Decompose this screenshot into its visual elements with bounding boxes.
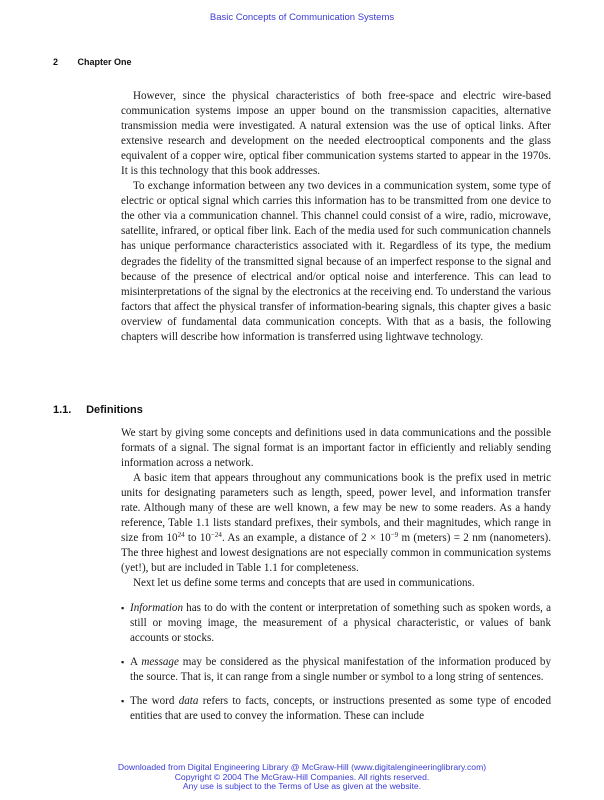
list-item — [121, 655, 551, 685]
exponent-minus-24: −24 — [210, 531, 222, 540]
list-item-term: message — [141, 655, 179, 668]
prefix-text-c: . As an example, a distance of 2 × 10 — [221, 532, 391, 545]
prefix-text-a: A basic item that appears throughout any communications book is the prefix used in metric units for designating parameters such as length, speed, power level, and information transfer rate. Although many of these are well known, a few may be new to some readers. As a handy reference, Table 1.1 lists standard prefixes, their symbols, and their magnitudes, which range in size from 10 — [121, 472, 551, 545]
list-item-text: has to do with the content or interpretation of something such as spoken words, a still or moving image, the measurement of a physical characteristic, or values of bank accounts or stocks. — [130, 601, 551, 644]
footer-terms-link[interactable]: Any use is subject to the Terms of Use as given at the website. — [182, 781, 422, 792]
list-item-term: data — [178, 694, 199, 707]
footer-notice — [0, 763, 604, 792]
bullet-square-icon: ▪ — [121, 656, 125, 667]
top-banner-title[interactable]: Basic Concepts of Communication Systems — [209, 12, 395, 23]
intro-paragraph-2: To exchange information between any two devices in a communication system, some type of electric or optical signal which carries this information has to be transmitted from one device to the other via a communication channel. This channel could consist of a wire, radio, microwave, satellite, infrared, or optical fiber link. Each of the media used for such communication channels has unique performance characteristics associated with it. Regardless of its type, the medium degrades the fidelity of the transmitted signal because of an imperfect response to the signal and because of the presence of electrical and/or optical noise and interference. This can lead to misinterpretations of the signal by the electronics at the receiving end. To understand the various factors that affect the physical transfer of information-bearing signals, this chapter gives a basic overview of fundamental data communication concepts. With that as a basis, the following chapters will describe how information is transferred using lightwave technology. — [121, 180, 551, 343]
list-item-pre: A — [130, 655, 142, 668]
exponent-24: 24 — [177, 531, 185, 540]
bullet-square-icon: ▪ — [121, 602, 125, 613]
section-title: Definitions — [86, 404, 143, 416]
chapter-label: Chapter One — [77, 57, 132, 67]
section-heading — [53, 404, 143, 416]
page-number: 2 — [53, 57, 59, 67]
exponent-minus-9: −9 — [390, 531, 399, 540]
section-number: 1.1. — [53, 404, 72, 416]
definitions-paragraph-3: Next let us define some terms and concepts that are used in communications. — [133, 577, 475, 590]
list-item-text: refers to facts, concepts, or instructions presented as some type of encoded entities that are used to convey the information. These can include — [130, 694, 551, 722]
intro-paragraph-1: However, since the physical characteristics of both free-space and electric wire-based communication systems impose an upper bound on the transmission capacities, alternative transmission media were investigated. A natural extension was the use of optical links. After extensive research and development on the needed electrooptical components and the glass equivalent of a copper wire, optical fiber communication systems started to appear in the 1970s. It is this technology that this book addresses. — [121, 90, 551, 178]
list-item-term: Information — [130, 601, 184, 614]
definitions-list — [121, 601, 551, 724]
list-item — [121, 694, 551, 724]
prefix-text-d: m (meters) = 2 nm (nanometers). The three highest and lowest designations are not especially common in communication systems (yet!), but are included in Table 1.1 for completeness. — [121, 532, 551, 575]
list-item-pre: The word — [130, 694, 179, 707]
definitions-paragraph-1: We start by giving some concepts and definitions used in data communications and the possible formats of a signal. The signal format is an important factor in efficiently and reliably sending information across a network. — [121, 427, 551, 470]
intro-text-block — [121, 89, 551, 345]
bullet-square-icon: ▪ — [121, 695, 125, 706]
footer-copyright: Copyright © 2004 The McGraw-Hill Companies. All rights reserved. — [174, 771, 430, 782]
list-item — [121, 601, 551, 646]
running-head — [53, 57, 132, 67]
definitions-paragraph-2 — [121, 471, 551, 576]
footer-download-link[interactable]: Downloaded from Digital Engineering Library @ McGraw-Hill (www.digitalengineeringlibrary.com) — [117, 762, 487, 772]
list-item-text: may be considered as the physical manifestation of the information produced by the source. That is, it can range from a single number or symbol to a long string of sentences. — [130, 655, 551, 683]
prefix-text-b: to 10 — [184, 532, 211, 545]
definitions-text-block — [121, 426, 551, 733]
